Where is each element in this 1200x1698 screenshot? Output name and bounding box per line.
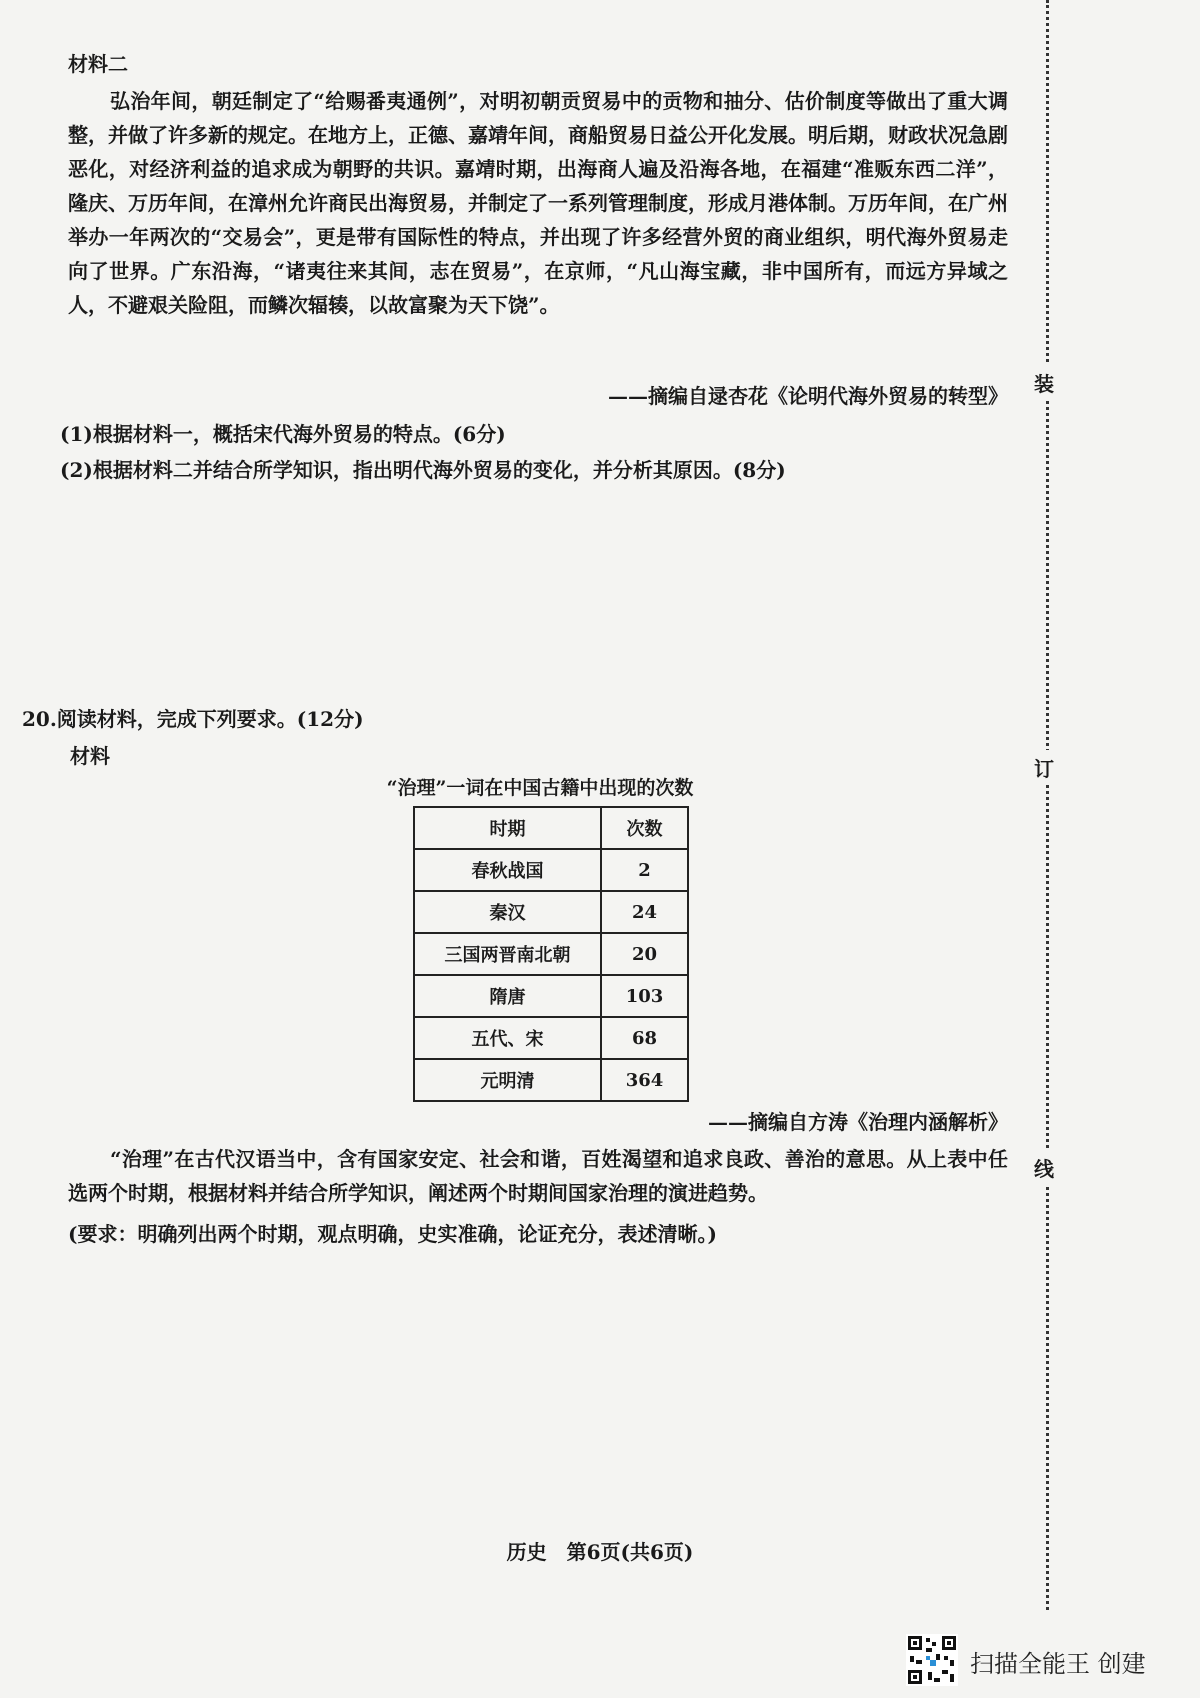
binding-dotted-line xyxy=(1046,0,1049,1610)
question-20-heading: 20.阅读材料，完成下列要求。(12分) xyxy=(22,707,364,731)
period-cell: 秦汉 xyxy=(414,891,601,933)
header-period: 时期 xyxy=(414,807,601,849)
count-cell: 2 xyxy=(601,849,688,891)
table-title: “治理”一词在中国古籍中出现的次数 xyxy=(386,777,694,799)
table-source: ——摘编自方涛《治理内涵解析》 xyxy=(708,1110,1008,1134)
qr-code-icon xyxy=(906,1634,958,1686)
period-cell: 三国两晋南北朝 xyxy=(414,933,601,975)
count-cell: 68 xyxy=(601,1017,688,1059)
table-row xyxy=(414,849,688,891)
table-row xyxy=(414,1017,688,1059)
count-cell: 24 xyxy=(601,891,688,933)
question-19-2: (2)根据材料二并结合所学知识，指出明代海外贸易的变化，并分析其原因。(8分) xyxy=(60,458,786,482)
watermark-text: 扫描全能王 创建 xyxy=(970,1650,1146,1678)
material2-source: ——摘编自逯杏花《论明代海外贸易的转型》 xyxy=(608,384,1008,408)
table-header-row xyxy=(414,807,688,849)
period-cell: 元明清 xyxy=(414,1059,601,1101)
material2-paragraph: 弘治年间，朝廷制定了“给赐番夷通例”，对明初朝贡贸易中的贡物和抽分、估价制度等做出了重大调整，并做了许多新的规定。在地方上，正德、嘉靖年间，商船贸易日益公开化发展。明后期，财政状况急剧恶化，对经济利益的追求成为朝野的共识。嘉靖时期，出海商人遍及沿海各地，在福建“准贩东西二洋”，隆庆、万历年间，在漳州允许商民出海贸易，并制定了一系列管理制度，形成月港体制。万历年间，在广州举办一年两次的“交易会”，更是带有国际性的特点，并出现了许多经营外贸的商业组织，明代海外贸易走向了世界。广东沿海，“诸夷往来其间，志在贸易”，在京师，“凡山海宝藏，非中国所有，而远方异域之人，不避艰关险阻，而鳞次辐辏，以故富聚为天下饶”。 xyxy=(68,89,1008,317)
count-cell: 20 xyxy=(601,933,688,975)
binding-mark-ding: 订 xyxy=(1034,750,1054,785)
question-19-1: (1)根据材料一，概括宋代海外贸易的特点。(6分) xyxy=(60,422,506,446)
binding-mark-xian: 线 xyxy=(1034,1150,1054,1185)
period-cell: 春秋战国 xyxy=(414,849,601,891)
table-row xyxy=(414,891,688,933)
count-cell: 103 xyxy=(601,975,688,1017)
period-cell: 五代、宋 xyxy=(414,1017,601,1059)
question-20-requirement: (要求：明确列出两个时期，观点明确，史实准确，论证充分，表述清晰。) xyxy=(68,1222,717,1246)
binding-mark-zhuang: 装 xyxy=(1034,365,1054,400)
question-20-prompt: “治理”在古代汉语当中，含有国家安定、社会和谐，百姓渴望和追求良政、善治的意思。从上表中任选两个时期，根据材料并结合所学知识，阐述两个时期间国家治理的演进趋势。 xyxy=(68,1147,1008,1205)
table-row xyxy=(414,975,688,1017)
table-row xyxy=(414,1059,688,1101)
governance-count-table xyxy=(413,806,689,1102)
show-through-text xyxy=(210,482,510,509)
material-label: 材料 xyxy=(70,744,110,768)
period-cell: 隋唐 xyxy=(414,975,601,1017)
table-row xyxy=(414,933,688,975)
count-cell: 364 xyxy=(601,1059,688,1101)
header-count: 次数 xyxy=(601,807,688,849)
scanner-watermark xyxy=(906,1634,1176,1684)
material2-label: 材料二 xyxy=(68,52,128,76)
page-footer: 历史 第6页(共6页) xyxy=(506,1540,694,1564)
